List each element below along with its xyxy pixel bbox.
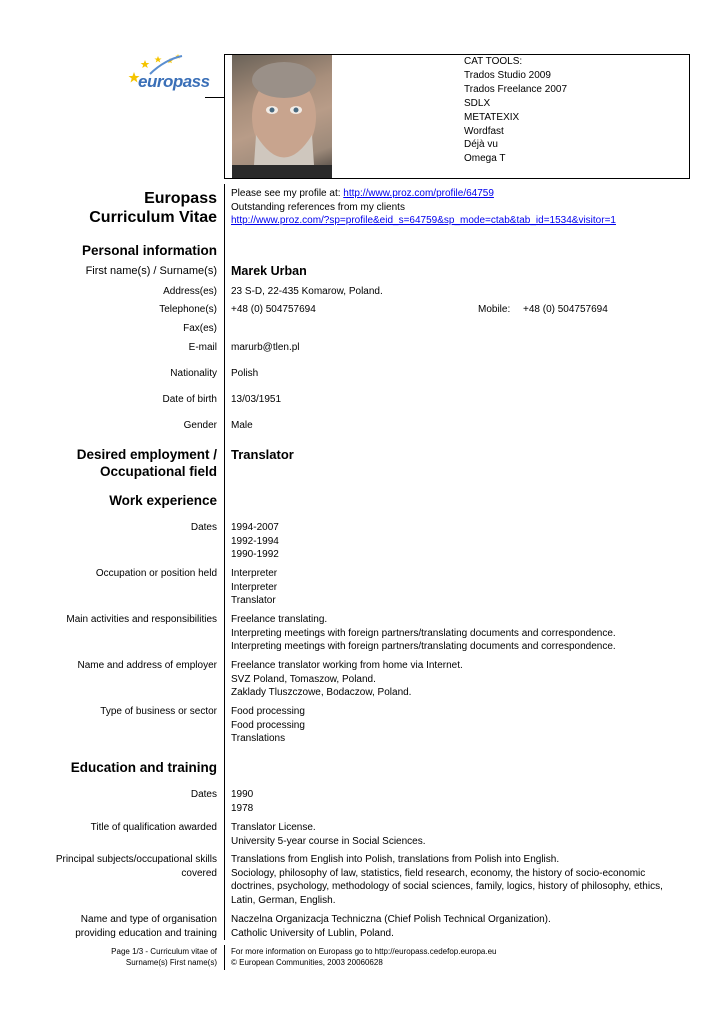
organisation-label-line2: providing education and training	[75, 927, 217, 939]
qualification-item: University 5-year course in Social Sciences.	[231, 835, 426, 847]
footer-page: Page 1/3 - Curriculum vitae of	[111, 947, 217, 956]
business-item: Food processing	[231, 719, 305, 731]
gender-value: Male	[231, 420, 253, 431]
occupation-item: Translator	[231, 595, 276, 606]
cv-title	[0, 189, 217, 227]
logo-text: europass	[138, 72, 210, 91]
business-item: Food processing	[231, 706, 305, 717]
references-text: Outstanding references from my clients	[231, 201, 405, 213]
subjects-line: Translations from English into Polish, translations from Polish into English.	[231, 854, 560, 865]
occupation-label: Occupation or position held	[95, 568, 217, 579]
section-education: Education and training	[70, 760, 217, 775]
organisation-item: Catholic University of Lublin, Poland.	[231, 927, 394, 939]
cat-tools-line: Déjà vu	[464, 139, 498, 151]
employer-label: Name and address of employer	[77, 660, 217, 671]
footer-name: Surname(s) First name(s)	[125, 957, 217, 967]
nationality-value: Polish	[231, 368, 259, 379]
employer-item: Zaklady Tluszczowe, Bodaczow, Poland.	[231, 687, 412, 698]
dob-label: Date of birth	[162, 394, 217, 405]
employer-values	[231, 659, 701, 700]
cat-tools-line: Trados Studio 2009	[464, 69, 551, 81]
email-label: E-mail	[188, 342, 217, 353]
footer-divider	[224, 945, 225, 970]
cv-title-line1: Europass	[144, 190, 217, 207]
mobile-value: +48 (0) 504757694	[523, 304, 608, 315]
desired-heading-line1: Desired employment /	[76, 447, 217, 462]
profile-block	[231, 187, 701, 228]
edu-date: 1990	[231, 789, 254, 800]
gender-label: Gender	[183, 420, 217, 431]
cat-tools-line: Omega T	[464, 153, 506, 165]
section-work-experience: Work experience	[109, 493, 217, 508]
business-values	[231, 705, 701, 746]
cat-tools-line: Wordfast	[464, 125, 504, 137]
subjects-line: Sociology, philosophy of law, statistics, field research, economy, the history of socio-economic	[231, 867, 646, 879]
footer-left	[0, 947, 217, 968]
work-dates-label: Dates	[190, 522, 217, 533]
address-value: 23 S-D, 22-435 Komarow, Poland.	[231, 286, 383, 297]
qualification-label: Title of qualification awarded	[90, 822, 217, 833]
work-dates	[231, 521, 701, 562]
activity-item: Interpreting meetings with foreign partners/translating documents and correspondence.	[231, 627, 616, 639]
dob-value: 13/03/1951	[231, 394, 282, 405]
telephone-value: +48 (0) 504757694	[231, 304, 316, 315]
nationality-label: Nationality	[170, 368, 217, 379]
footer-right	[231, 947, 691, 968]
telephone-label: Telephone(s)	[159, 304, 217, 315]
footer-info: For more information on Europass go to http://europass.cedefop.europa.eu	[231, 947, 497, 956]
fax-label: Fax(es)	[183, 323, 217, 334]
organisation-label-line1: Name and type of organisation	[80, 914, 217, 925]
subjects-line: doctrines, psychology, methodology of social sciences, family, logics, history of philosophy, ethics,	[231, 881, 663, 892]
mobile-label: Mobile:	[478, 304, 511, 315]
subjects-line: Latin, German, English.	[231, 894, 336, 906]
column-divider	[224, 184, 225, 940]
cat-tools-list	[464, 55, 684, 166]
section-desired-employment	[0, 446, 217, 480]
occupation-item: Interpreter	[231, 568, 278, 579]
activities-label: Main activities and responsibilities	[66, 614, 217, 625]
organisation-values	[231, 913, 701, 940]
business-item: Translations	[231, 733, 286, 744]
qualification-item: Translator License.	[231, 822, 316, 833]
subjects-label-line2: covered	[181, 867, 217, 879]
cat-tools-line: METATEXIX	[464, 111, 520, 123]
profile-link[interactable]: http://www.proz.com/profile/64759	[343, 188, 494, 199]
name-label: First name(s) / Surname(s)	[85, 265, 217, 277]
subjects-label	[0, 853, 217, 880]
profile-photo	[232, 55, 332, 178]
subjects-label-line1: Principal subjects/occupational skills	[55, 854, 217, 865]
desired-value: Translator	[231, 447, 294, 462]
address-label: Address(es)	[163, 286, 217, 297]
email-value: marurb@tlen.pl	[231, 342, 300, 353]
edu-dates-label: Dates	[190, 789, 217, 800]
subjects-values	[231, 853, 701, 907]
edu-date: 1978	[231, 802, 254, 814]
business-label: Type of business or sector	[100, 706, 217, 717]
full-name: Marek Urban	[231, 264, 307, 278]
organisation-label	[0, 913, 217, 940]
footer-copyright: © European Communities, 2003 20060628	[231, 957, 383, 967]
occupation-values	[231, 567, 701, 608]
work-date: 1992-1994	[231, 535, 279, 547]
work-date: 1994-2007	[231, 522, 279, 533]
work-date: 1990-1992	[231, 549, 279, 560]
portrait-icon	[232, 55, 332, 178]
organisation-item: Naczelna Organizacja Techniczna (Chief Polish Technical Organization).	[231, 914, 551, 925]
profile-prefix: Please see my profile at:	[231, 188, 344, 199]
qualification-values	[231, 821, 701, 848]
occupation-item: Interpreter	[231, 581, 278, 593]
cat-tools-line: SDLX	[464, 97, 491, 109]
logo-underline	[205, 97, 224, 98]
activity-item: Freelance translating.	[231, 614, 328, 625]
references-link[interactable]: http://www.proz.com/?sp=profile&eid_s=64759&sp_mode=ctab&tab_id=1534&visitor=1	[231, 215, 616, 226]
activity-item: Interpreting meetings with foreign partners/translating documents and correspondence.	[231, 641, 616, 652]
cat-tools-line: CAT TOOLS:	[464, 56, 523, 67]
activities-values	[231, 613, 701, 654]
edu-dates	[231, 788, 701, 815]
cv-title-line2: Curriculum Vitae	[89, 209, 217, 226]
desired-heading-line2: Occupational field	[99, 464, 217, 479]
section-personal-information: Personal information	[81, 243, 217, 258]
employer-item: Freelance translator working from home via Internet.	[231, 660, 463, 671]
employer-item: SVZ Poland, Tomaszow, Poland.	[231, 673, 376, 685]
europass-logo	[120, 50, 220, 100]
cat-tools-line: Trados Freelance 2007	[464, 83, 568, 95]
